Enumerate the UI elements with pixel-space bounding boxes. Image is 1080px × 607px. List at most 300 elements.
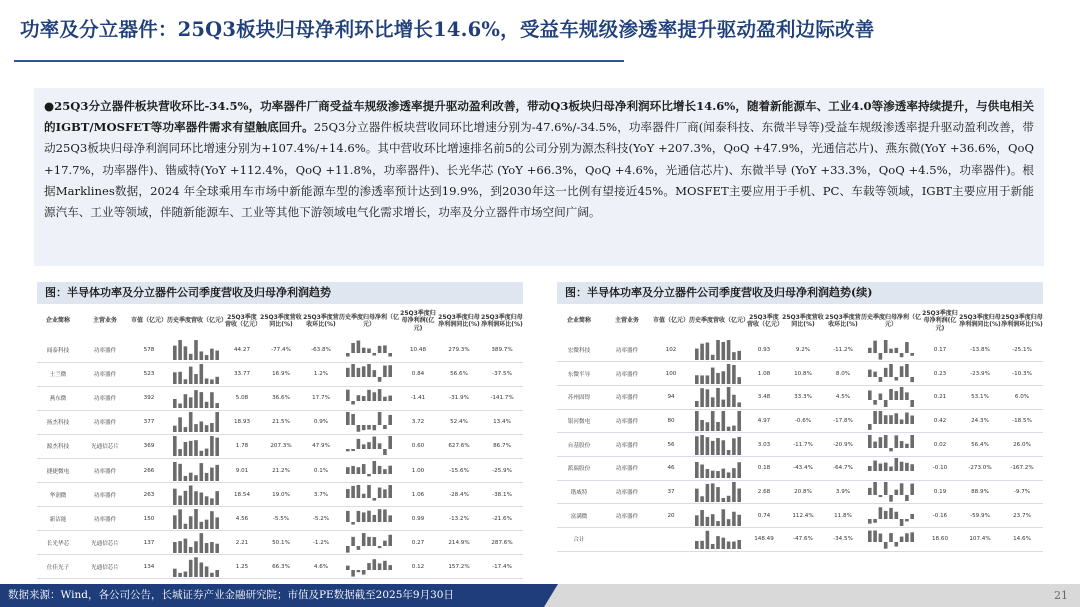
table-row [37,386,523,410]
table-cell: 2.21 [225,531,259,555]
table-cell: 94 [653,385,689,409]
table-cell: 1.08 [747,362,781,386]
table-cell: 3.7% [303,483,339,507]
table-cell: -17.8% [825,409,861,433]
profit-trend-cell [339,483,399,507]
table-cell: 137 [131,531,167,555]
column-header: 25Q3季度归母净利润同比(%) [438,313,480,328]
right-table-body [557,338,1043,551]
trend-sparkline [866,340,916,360]
table-cell: 80 [653,409,689,433]
trend-sparkline [344,412,394,432]
table-cell: 0.02 [921,433,959,457]
table-row [557,338,1043,362]
table-cell: 0.42 [921,409,959,433]
profit-trend-cell [339,362,399,386]
table-cell: 18.60 [921,528,959,552]
profit-trend-cell [861,433,921,457]
column-header: 25Q3季度归母净利润环比(%) [1001,313,1043,328]
table-cell: 263 [131,483,167,507]
profit-trend-cell [339,507,399,531]
column-header: 25Q3季度营收同比(%) [782,313,824,328]
table-cell: 0.18 [747,456,781,480]
table-cell: 仕佳光子 [37,555,79,579]
table-row [557,504,1043,528]
column-header: 25Q3季度归母净利润同比(%) [959,313,1001,328]
table-cell: 功率器件 [79,362,131,386]
table-cell: 392 [131,386,167,410]
trend-sparkline [866,435,916,455]
summary-body: 25Q3分立器件板块营收同环比增速分别为-47.6%/-34.5%，功率器件厂商(闻泰科技、东微半导等)受益车规级渗透率提升驱动盈利改善，带动25Q3板块归母净利润同环比增速分别为+107.4%/+14.6%。其中营收环比增速排名前5的公司分别为源杰科技(YoY +207.3%，QoQ +47.9%，光通信芯片)、燕东微(YoY +36.6%，QoQ +17.7%，功率器件)、锴威特(YoY +112.4%，QoQ +11.8%，功率器件)、长光华芯 (YoY +66.3%，QoQ +4.6%，光通信芯片)、东微半导 (YoY +33.3%，QoQ +4.5%，功率器件)。根据Marklines数据，2024 年全球乘用车市场中新能源车型的渗透率预计达到19.9%，到2030年这一比例有望接近45%。MOSFET主要应用于手机、PC、车载等领域，IGBT主要应用于新能源汽车、工业等领域，伴随新能源车、工业等其他下游领域电气化需求增长，功率及分立器件市场空间广阔。 [44,120,1034,220]
left-table [37,304,523,579]
trend-sparkline [171,509,221,529]
table-cell: 银河微电 [557,409,601,433]
table-cell: -141.7% [481,386,523,410]
table-cell: 287.6% [481,531,523,555]
table-cell: 44.27 [225,338,259,362]
table-cell: -11.2% [825,338,861,362]
column-header: 历史季度营收（亿元） [167,317,228,325]
trend-sparkline [866,506,916,526]
table-cell: 4.97 [747,409,781,433]
trend-sparkline [171,388,221,408]
profit-trend-cell [861,504,921,528]
table-cell: 33.77 [225,362,259,386]
trend-sparkline [344,485,394,505]
table-cell: 功率器件 [601,504,653,528]
table-cell: -0.10 [921,456,959,480]
table-cell: 134 [131,555,167,579]
profit-trend-cell [861,338,921,362]
table-cell: -9.7% [1001,480,1043,504]
table-cell: 3.9% [825,480,861,504]
table-cell: 0.99 [399,507,437,531]
table-cell: 功率器件 [79,410,131,434]
table-cell: 0.19 [921,480,959,504]
table-cell: 光通信芯片 [79,434,131,458]
table-cell: -1.41 [399,386,437,410]
trend-sparkline [866,458,916,478]
table-cell: -10.3% [1001,362,1043,386]
table-cell: 6.0% [1001,385,1043,409]
table-cell: 88.9% [959,480,1001,504]
table-cell: 389.7% [481,338,523,362]
table-cell: 0.60 [399,434,437,458]
column-header: 25Q3季度归母净利润(亿元) [400,309,436,332]
profit-trend-cell [861,528,921,552]
table-cell: 源杰科技 [37,434,79,458]
table-cell: 14.6% [1001,528,1043,552]
table-cell: 功率器件 [601,433,653,457]
table-cell: 功率器件 [601,362,653,386]
revenue-trend-cell [167,338,225,362]
trend-sparkline [866,387,916,407]
table-cell: 47.9% [303,434,339,458]
table-cell: -59.9% [959,504,1001,528]
column-header: 企业简称 [566,317,591,325]
table-cell: 5.08 [225,386,259,410]
left-figure [37,282,523,579]
table-cell: -47.6% [781,528,825,552]
table-cell: 13.4% [481,410,523,434]
table-cell: -13.8% [959,338,1001,362]
table-cell: 1.00 [399,458,437,482]
footer-source: 数据来源：Wind，各公司公告，长城证券产业金融研究院；市值及PE数据截至2025年9月30日 [0,584,544,607]
table-cell: 23.7% [1001,504,1043,528]
revenue-trend-cell [167,555,225,579]
column-header: 市值（亿元） [653,317,690,325]
table-row [37,362,523,386]
table-cell: 377 [131,410,167,434]
table-cell: 功率器件 [79,458,131,482]
trend-sparkline [866,529,916,549]
table-cell: 1.78 [225,434,259,458]
column-header: 25Q3季度归母净利润环比(%) [481,313,523,328]
table-row [37,458,523,482]
trend-sparkline [344,557,394,577]
revenue-trend-cell [167,434,225,458]
table-cell: 18.93 [225,410,259,434]
table-cell: -63.8% [303,338,339,362]
table-cell: 17.7% [303,386,339,410]
right-figure-caption: 图：半导体功率及分立器件公司季度营收及归母净利润趋势(续) [557,282,1043,304]
left-table-body [37,338,523,579]
column-header: 25Q3季度营收（亿元） [747,313,784,328]
table-cell: -15.6% [437,458,481,482]
table-cell: -25.9% [481,458,523,482]
table-cell: 279.3% [437,338,481,362]
table-cell: 新洁能 [37,507,79,531]
table-cell: 18.54 [225,483,259,507]
table-cell: -167.2% [1001,456,1043,480]
table-row [37,338,523,362]
table-cell: 8.0% [825,362,861,386]
table-cell: 9.01 [225,458,259,482]
column-header: 市值（亿元） [131,317,168,325]
title-underline [14,60,624,62]
table-cell: 102 [653,338,689,362]
table-cell: 112.4% [781,504,825,528]
table-cell: 56 [653,433,689,457]
trend-sparkline [344,388,394,408]
profit-trend-cell [339,531,399,555]
trend-sparkline [693,387,743,407]
table-cell: 20 [653,504,689,528]
page-title: 功率及分立器件：25Q3板块归母净利环比增长14.6%，受益车规级渗透率提升驱动盈利边际改善 [20,18,875,41]
revenue-trend-cell [167,507,225,531]
table-cell: 1.2% [303,362,339,386]
table-cell: 20.8% [781,480,825,504]
table-cell: -28.4% [437,483,481,507]
trend-sparkline [171,436,221,456]
table-cell: 士兰微 [37,362,79,386]
profit-trend-cell [339,555,399,579]
table-cell: -37.5% [481,362,523,386]
table-cell: -25.1% [1001,338,1043,362]
trend-sparkline [171,364,221,384]
table-cell: 207.3% [259,434,303,458]
table-cell: -77.4% [259,338,303,362]
column-header: 历史季度归母净利（亿元） [339,313,400,328]
profit-trend-cell [339,410,399,434]
trend-sparkline [693,458,743,478]
table-cell: 功率器件 [601,409,653,433]
revenue-trend-cell [689,456,747,480]
table-cell: 扬杰科技 [37,410,79,434]
trend-sparkline [344,533,394,553]
table-row [37,531,523,555]
table-cell: 3.48 [747,385,781,409]
table-cell: -64.7% [825,456,861,480]
summary-paragraph [44,96,1034,223]
table-cell: -5.5% [259,507,303,531]
table-cell: 46 [653,456,689,480]
profit-trend-cell [861,456,921,480]
revenue-trend-cell [167,483,225,507]
trend-sparkline [344,340,394,360]
column-header: 企业简称 [45,317,70,325]
revenue-trend-cell [689,385,747,409]
trend-sparkline [693,411,743,431]
table-cell: 21.2% [259,458,303,482]
table-cell: 36.6% [259,386,303,410]
table-cell: 53.1% [959,385,1001,409]
table-cell: 266 [131,458,167,482]
trend-sparkline [693,482,743,502]
profit-trend-cell [339,434,399,458]
table-cell: 24.3% [959,409,1001,433]
table-cell: 东微半导 [557,362,601,386]
table-cell: 50.1% [259,531,303,555]
revenue-trend-cell [167,458,225,482]
right-figure [557,282,1043,552]
revenue-trend-cell [689,433,747,457]
table-cell: 光通信芯片 [79,555,131,579]
trend-sparkline [693,529,743,549]
table-cell: -11.7% [781,433,825,457]
table-cell: 3.72 [399,410,437,434]
column-header: 历史季度归母净利（亿元） [861,313,922,328]
table-cell [601,528,653,552]
column-header: 25Q3季度营收环比(%) [825,313,861,328]
table-cell: 0.9% [303,410,339,434]
table-cell: 功率器件 [79,386,131,410]
table-cell: 11.8% [825,504,861,528]
revenue-trend-cell [689,338,747,362]
trend-sparkline [866,411,916,431]
table-cell: 10.8% [781,362,825,386]
profit-trend-cell [861,385,921,409]
footer-wedge [544,584,558,607]
table-row [557,385,1043,409]
table-cell: 锴威特 [557,480,601,504]
table-cell: 1.25 [225,555,259,579]
table-cell: -21.6% [481,507,523,531]
table-cell: -18.5% [1001,409,1043,433]
table-cell: 157.2% [437,555,481,579]
column-header: 历史季度营收（亿元） [689,317,750,325]
revenue-trend-cell [167,386,225,410]
table-cell: 0.17 [921,338,959,362]
table-cell: -31.9% [437,386,481,410]
trend-sparkline [344,461,394,481]
trend-sparkline [171,557,221,577]
table-cell: 闻泰科技 [37,338,79,362]
revenue-trend-cell [689,362,747,386]
table-cell: 宏微科技 [557,338,601,362]
table-cell: 1.06 [399,483,437,507]
table-row [37,507,523,531]
summary-highlight: 25Q3分立器件板块营收环比-34.5%，功率器件厂商受益车规级渗透率提升驱动盈利改善，带动Q3板块归母净利润环比增长14.6%，随着新能源车、工业4.0等渗透率持续提升，与供电相关的IGBT/MOSFET等功率器件需求有望触底回升。 [44,99,1034,135]
left-table-header [37,304,523,338]
table-cell: 合计 [557,528,601,552]
table-cell: 0.74 [747,504,781,528]
table-cell: 107.4% [959,528,1001,552]
trend-sparkline [171,485,221,505]
table-cell: 捷捷微电 [37,458,79,482]
trend-sparkline [171,461,221,481]
profit-trend-cell [339,386,399,410]
revenue-trend-cell [167,531,225,555]
table-cell: 长光华芯 [37,531,79,555]
table-cell: 9.2% [781,338,825,362]
trend-sparkline [693,435,743,455]
summary-box [34,88,1044,266]
revenue-trend-cell [689,409,747,433]
table-cell: 功率器件 [79,507,131,531]
revenue-trend-cell [167,410,225,434]
table-cell: -43.4% [781,456,825,480]
trend-sparkline [171,412,221,432]
table-cell: -17.4% [481,555,523,579]
table-row [37,483,523,507]
column-header: 25Q3季度营收环比(%) [303,313,339,328]
table-cell: 富满微 [557,504,601,528]
revenue-trend-cell [167,362,225,386]
table-cell: -23.9% [959,362,1001,386]
table-cell: 4.6% [303,555,339,579]
table-row [37,555,523,579]
table-cell: 369 [131,434,167,458]
table-cell: 功率器件 [601,480,653,504]
table-cell: 0.93 [747,338,781,362]
table-row [557,362,1043,386]
table-cell: 523 [131,362,167,386]
table-cell: 56.6% [437,362,481,386]
table-cell: 光通信芯片 [79,531,131,555]
table-row [557,528,1043,552]
table-cell: 33.3% [781,385,825,409]
table-cell: 21.5% [259,410,303,434]
footer-bar [0,584,1080,607]
table-cell: 0.27 [399,531,437,555]
table-row [37,410,523,434]
table-cell: 0.23 [921,362,959,386]
column-header: 主营业务 [92,317,117,325]
table-cell: 4.5% [825,385,861,409]
table-cell: -38.1% [481,483,523,507]
table-cell: 功率器件 [601,338,653,362]
table-cell: -5.2% [303,507,339,531]
trend-sparkline [693,364,743,384]
table-cell: 0.12 [399,555,437,579]
table-cell: 0.1% [303,458,339,482]
table-row [557,456,1043,480]
trend-sparkline [866,482,916,502]
table-cell: -20.9% [825,433,861,457]
column-header: 25Q3季度归母净利润(亿元) [922,309,958,332]
table-cell: -1.2% [303,531,339,555]
table-cell: 37 [653,480,689,504]
right-table [557,304,1043,552]
profit-trend-cell [339,458,399,482]
profit-trend-cell [861,362,921,386]
revenue-trend-cell [689,504,747,528]
revenue-trend-cell [689,480,747,504]
table-cell: 华润微 [37,483,79,507]
table-cell: 16.9% [259,362,303,386]
table-cell: -13.2% [437,507,481,531]
table-cell: 100 [653,362,689,386]
column-header: 主营业务 [614,317,639,325]
table-cell: -0.6% [781,409,825,433]
table-cell: 0.21 [921,385,959,409]
trend-sparkline [344,364,394,384]
table-cell: 148.49 [747,528,781,552]
trend-sparkline [693,506,743,526]
left-figure-caption: 图：半导体功率及分立器件公司季度营收及归母净利润趋势 [37,282,523,304]
page-number: 21 [1054,589,1068,602]
table-cell: 台基股份 [557,433,601,457]
profit-trend-cell [861,409,921,433]
table-cell: 86.7% [481,434,523,458]
right-table-header [557,304,1043,338]
table-cell: 功率器件 [79,483,131,507]
table-cell: 52.4% [437,410,481,434]
table-row [557,480,1043,504]
table-cell: 派瑞股份 [557,456,601,480]
table-cell: 2.68 [747,480,781,504]
table-cell: -0.16 [921,504,959,528]
trend-sparkline [344,509,394,529]
table-cell [653,528,689,552]
column-header: 25Q3季度营收（亿元） [225,313,262,328]
table-cell: -34.5% [825,528,861,552]
revenue-trend-cell [689,528,747,552]
trend-sparkline [693,340,743,360]
table-cell: -273.0% [959,456,1001,480]
profit-trend-cell [861,480,921,504]
table-cell: 19.0% [259,483,303,507]
table-cell: 56.4% [959,433,1001,457]
trend-sparkline [171,533,221,553]
trend-sparkline [171,340,221,360]
table-cell: 燕东微 [37,386,79,410]
trend-sparkline [866,364,916,384]
table-cell: 627.6% [437,434,481,458]
table-cell: 4.56 [225,507,259,531]
table-cell: 578 [131,338,167,362]
profit-trend-cell [339,338,399,362]
table-cell: 0.84 [399,362,437,386]
bullet: ● [44,99,55,113]
table-row [37,434,523,458]
table-cell: 150 [131,507,167,531]
table-row [557,409,1043,433]
trend-sparkline [344,436,394,456]
table-row [557,433,1043,457]
table-cell: 26.0% [1001,433,1043,457]
